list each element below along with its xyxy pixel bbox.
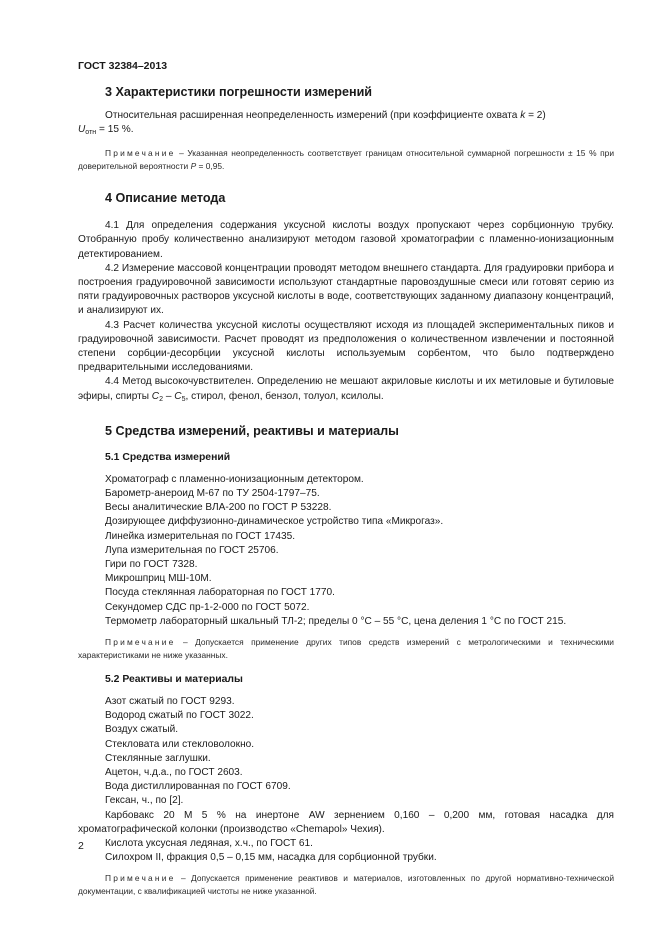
s4-p4b: , стирол, фенол, бензол, толуол, ксилолы. (185, 390, 384, 402)
section-5 (78, 423, 614, 897)
s3-k: k (520, 110, 526, 121)
list-item: Вода дистиллированная по ГОСТ 6709. (105, 781, 291, 793)
list-item: Воздух сжатый. (105, 724, 179, 736)
s4-sub1: 2 (159, 395, 164, 403)
list-item: Гири по ГОСТ 7328. (105, 559, 198, 571)
list-item: Кислота уксусная ледяная, х.ч., по ГОСТ 61. (105, 837, 313, 849)
note-label: Примечание (105, 637, 176, 648)
list-item: Силохром II, фракция 0,5 – 0,15 мм, насадка для сорбционной трубки. (105, 852, 437, 864)
s3-text-a: Относительная расширенная неопределенность измерений (при коэффициенте охвата (105, 110, 521, 121)
s52-list (78, 695, 614, 865)
page-number: 2 (78, 840, 84, 852)
s4-c2: C (174, 390, 182, 402)
document-body (78, 84, 614, 897)
section-5-2-note (78, 872, 614, 897)
section-5-2-title: 5.2 Реактивы и материалы (105, 673, 243, 685)
section-3 (78, 84, 614, 172)
list-item: Микрошприц МШ-10М. (105, 573, 212, 585)
note-text: – Допускается применение других типов средств измерений с метрологическими и техническими характеристиками не ниже указанных. (78, 637, 614, 660)
section-4-p2: 4.2 Измерение массовой концентрации проводят методом внешнего стандарта. Для градуировки прибора и построения градуировочной зависимости используют стандартные паровоздушные смеси или готовят серию из пяти градуировочных растворов уксусной кислоты в воде, соответствующих заданному диапазону концентраций, и анализируют их. (78, 262, 614, 317)
s3-u-symbol: U (78, 124, 86, 136)
list-item: Термометр лабораторный шкальный ТЛ-2; пределы 0 °С – 55 °С, цена деления 1 °С по ГОСТ 215. (105, 615, 567, 627)
section-4-p1: 4.1 Для определения содержания уксусной кислоты воздух пропускают через сорбционную трубку. Отобранную пробу количественно анализируют методом газовой хроматографии с пламенно-ионизационным детектированием. (78, 220, 614, 260)
note-end: = 0,95. (196, 160, 225, 171)
section-3-title: 3 Характеристики погрешности измерений (105, 85, 373, 99)
s4-p4a: 4.4 Метод высокочувствителен. Определению не мешают акриловые кислоты и их метиловые и бутиловые эфиры, спирты (78, 376, 614, 402)
list-item: Линейка измерительная по ГОСТ 17435. (105, 530, 296, 542)
section-4-p4 (78, 375, 614, 406)
s4-c1: C (151, 390, 160, 402)
list-item: Весы аналитические ВЛА-200 по ГОСТ Р 53228. (105, 502, 332, 514)
list-item: Хроматограф с пламенно-ионизационным детектором. (105, 473, 364, 485)
list-item: Дозирующее диффузионно-динамическое устройство типа «Микрогаз». (105, 516, 444, 528)
note-label: Примечание (105, 873, 176, 884)
section-3-text (78, 109, 614, 140)
list-item: Карбовакс 20 М 5 % на инертоне AW зернением 0,160 – 0,200 мм, готовая насадка для хроматографической колонки (производство «Chemapol» Чехия). (78, 809, 614, 835)
section-5-title: 5 Средства измерений, реактивы и материалы (105, 423, 399, 438)
list-item: Секундомер СДС пр-1-2-000 по ГОСТ 5072. (105, 601, 310, 613)
list-item: Посуда стеклянная лабораторная по ГОСТ 1770. (105, 587, 335, 599)
s3-u-val: = 15 %. (96, 124, 134, 136)
note-p: P (190, 160, 197, 171)
list-item: Лупа измерительная по ГОСТ 25706. (105, 544, 279, 556)
list-item: Барометр-анероид М-67 по ТУ 2504-1797–75. (105, 488, 320, 500)
s3-text-b: = 2) (525, 110, 546, 121)
section-4-p3: 4.3 Расчет количества уксусной кислоты осуществляют исходя из площадей экспериментальных пиков и градуировочной зависимости. Расчет проводят из предположения о количественном извлечении и постоянной степени сорбции-десорбции уксусной кислоты используемым сорбентом, что было подтверждено предварительными исследованиями. (78, 319, 614, 374)
section-3-note (78, 147, 614, 172)
s3-u-sub: отн (85, 129, 97, 137)
page-header: ГОСТ 32384–2013 (78, 60, 168, 72)
note-text: – Допускается применение реактивов и материалов, изготовленных по другой нормативно-технической документации, с квалификацией чистоты не ниже указанной. (78, 873, 614, 896)
s51-list (78, 473, 614, 629)
s4-dash: – (163, 390, 175, 402)
list-item: Азот сжатый по ГОСТ 9293. (105, 695, 235, 707)
list-item: Водород сжатый по ГОСТ 3022. (105, 710, 254, 722)
list-item: Ацетон, ч.д.а., по ГОСТ 2603. (105, 766, 243, 778)
list-item: Стеклянные заглушки. (105, 752, 211, 764)
section-5-1-note (78, 636, 614, 661)
list-item: Стекловата или стекловолокно. (105, 738, 255, 750)
section-4-title: 4 Описание метода (105, 191, 226, 206)
section-4 (78, 190, 614, 407)
section-5-1-title: 5.1 Средства измерений (105, 451, 231, 463)
note-label: Примечание (105, 148, 176, 159)
list-item: Гексан, ч., по [2]. (105, 795, 184, 807)
s4-sub2: 5 (181, 395, 186, 403)
note-text: – Указанная неопределенность соответствует границам относительной суммарной погрешности ± 15 % при доверительной вероятности (78, 148, 614, 171)
